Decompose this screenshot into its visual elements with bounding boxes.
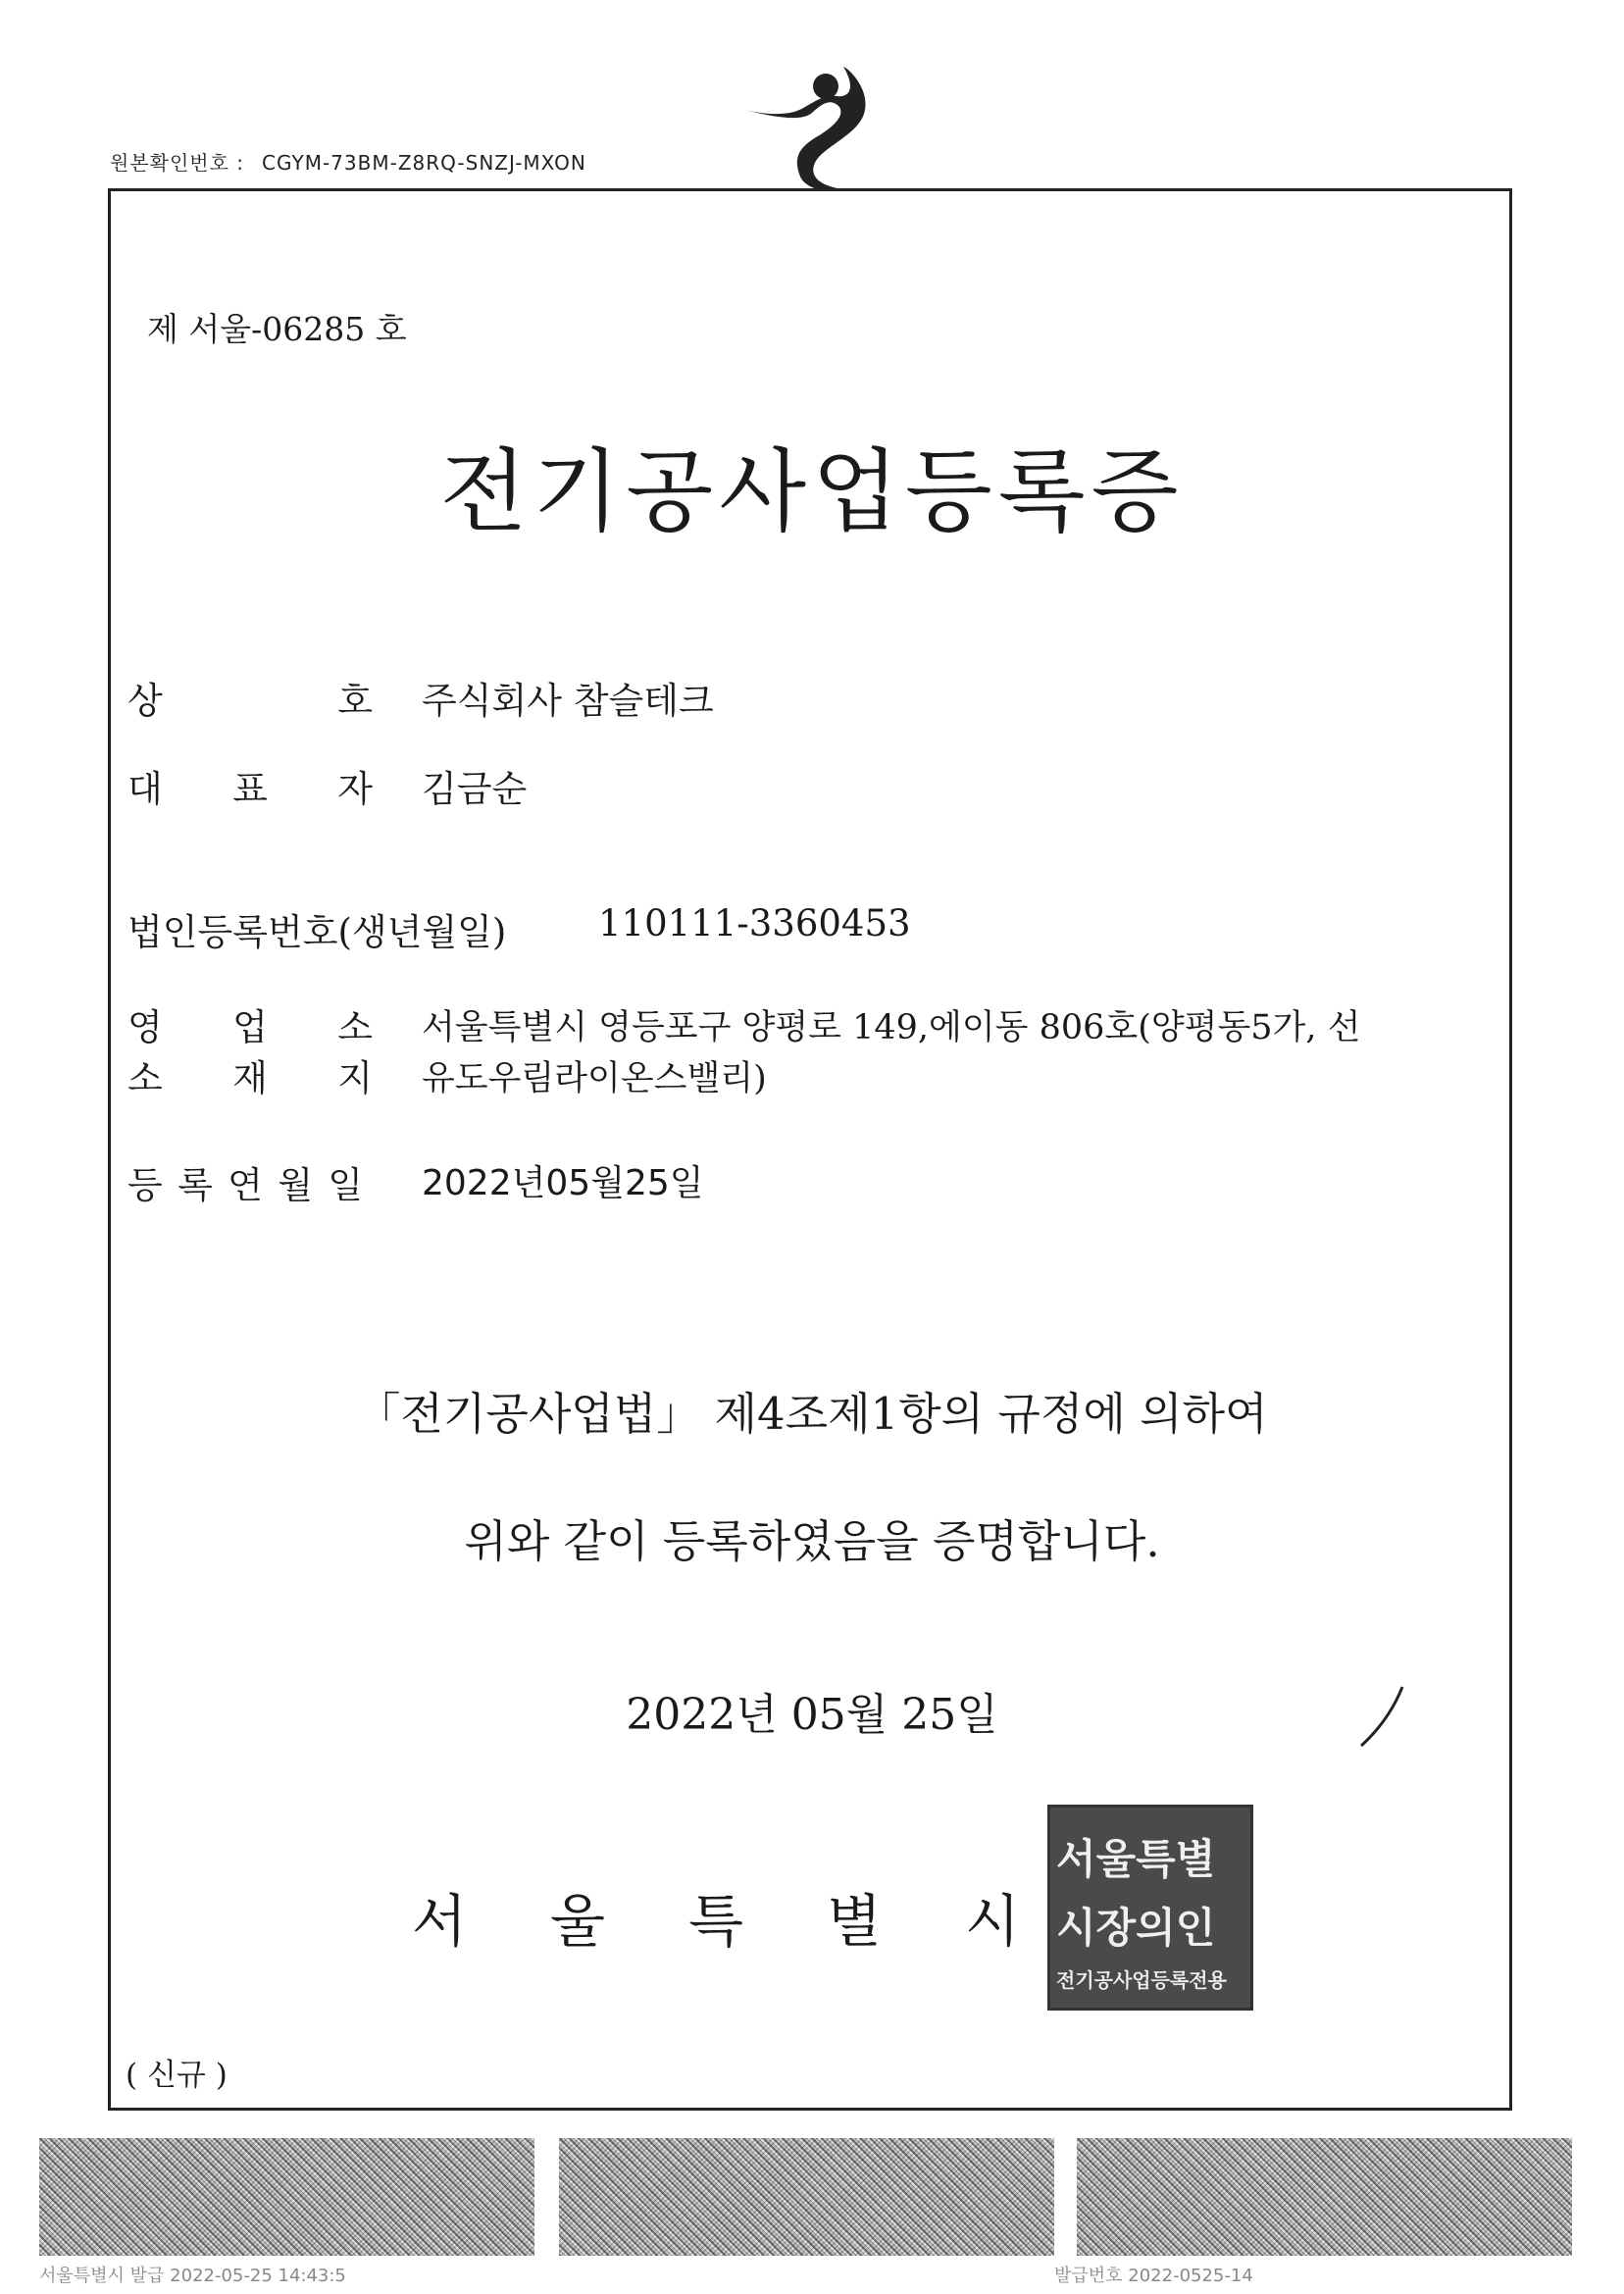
representative-value: 김금순 [422,768,528,810]
corp-number-value: 110111-3360453 [598,902,911,944]
footer-issue-number: 발급번호 2022-0525-14 [1054,2266,1253,2286]
security-strip-middle [559,2138,1054,2256]
footer-issue-info: 서울특별시 발급 2022-05-25 14:43:5 [39,2266,346,2286]
corp-number-label: 법인등록번호(생년월일) [127,911,507,953]
statement-line-1: 「전기공사업법」 제4조제1항의 규정에 의하여 [356,1388,1268,1440]
certificate-title: 전기공사업등록증 [439,439,1185,544]
office-address-value [422,1002,1360,1104]
trade-name-label: 상 호 [127,680,373,722]
registration-date-label: 등 록 연 월 일 [127,1164,363,1206]
registration-number: 제 서울-06285 호 [147,310,407,348]
statement-line-2: 위와 같이 등록하였음을 증명합니다. [464,1515,1160,1567]
origin-label: 원본확인번호 : [110,151,245,175]
registration-date-value: 2022년05월25일 [422,1163,704,1203]
trade-name-value: 주식회사 참슬테크 [422,680,714,722]
address-line-1: 서울특별시 영등포구 양평로 149,에이동 806호(양평동5가, 선 [422,1008,1361,1047]
address-line-2: 유도우림라이온스밸리) [422,1059,767,1098]
seal-line-2: 시장의인 [1056,1904,1216,1952]
origin-verification [110,147,586,176]
official-seal [1047,1805,1253,2011]
government-emblem-icon [736,59,883,196]
origin-code: CGYM-73BM-Z8RQ-SNZJ-MXON [262,151,586,175]
issuer-name: 서 울 특 별 시 [412,1888,1020,1955]
security-strip-left [39,2138,534,2256]
seal-line-1: 서울특별 [1056,1835,1216,1883]
registration-status: ( 신규 ) [126,2058,228,2093]
office-address-label: 영 업 소 소 재 지 [127,1006,373,1099]
issue-date: 2022년 05월 25일 [626,1690,998,1740]
seal-line-3: 전기공사업등록전용 [1056,1968,1227,1992]
security-strip-right [1077,2138,1572,2256]
pen-mark [1353,1682,1412,1751]
representative-label: 대 표 자 [127,768,373,810]
